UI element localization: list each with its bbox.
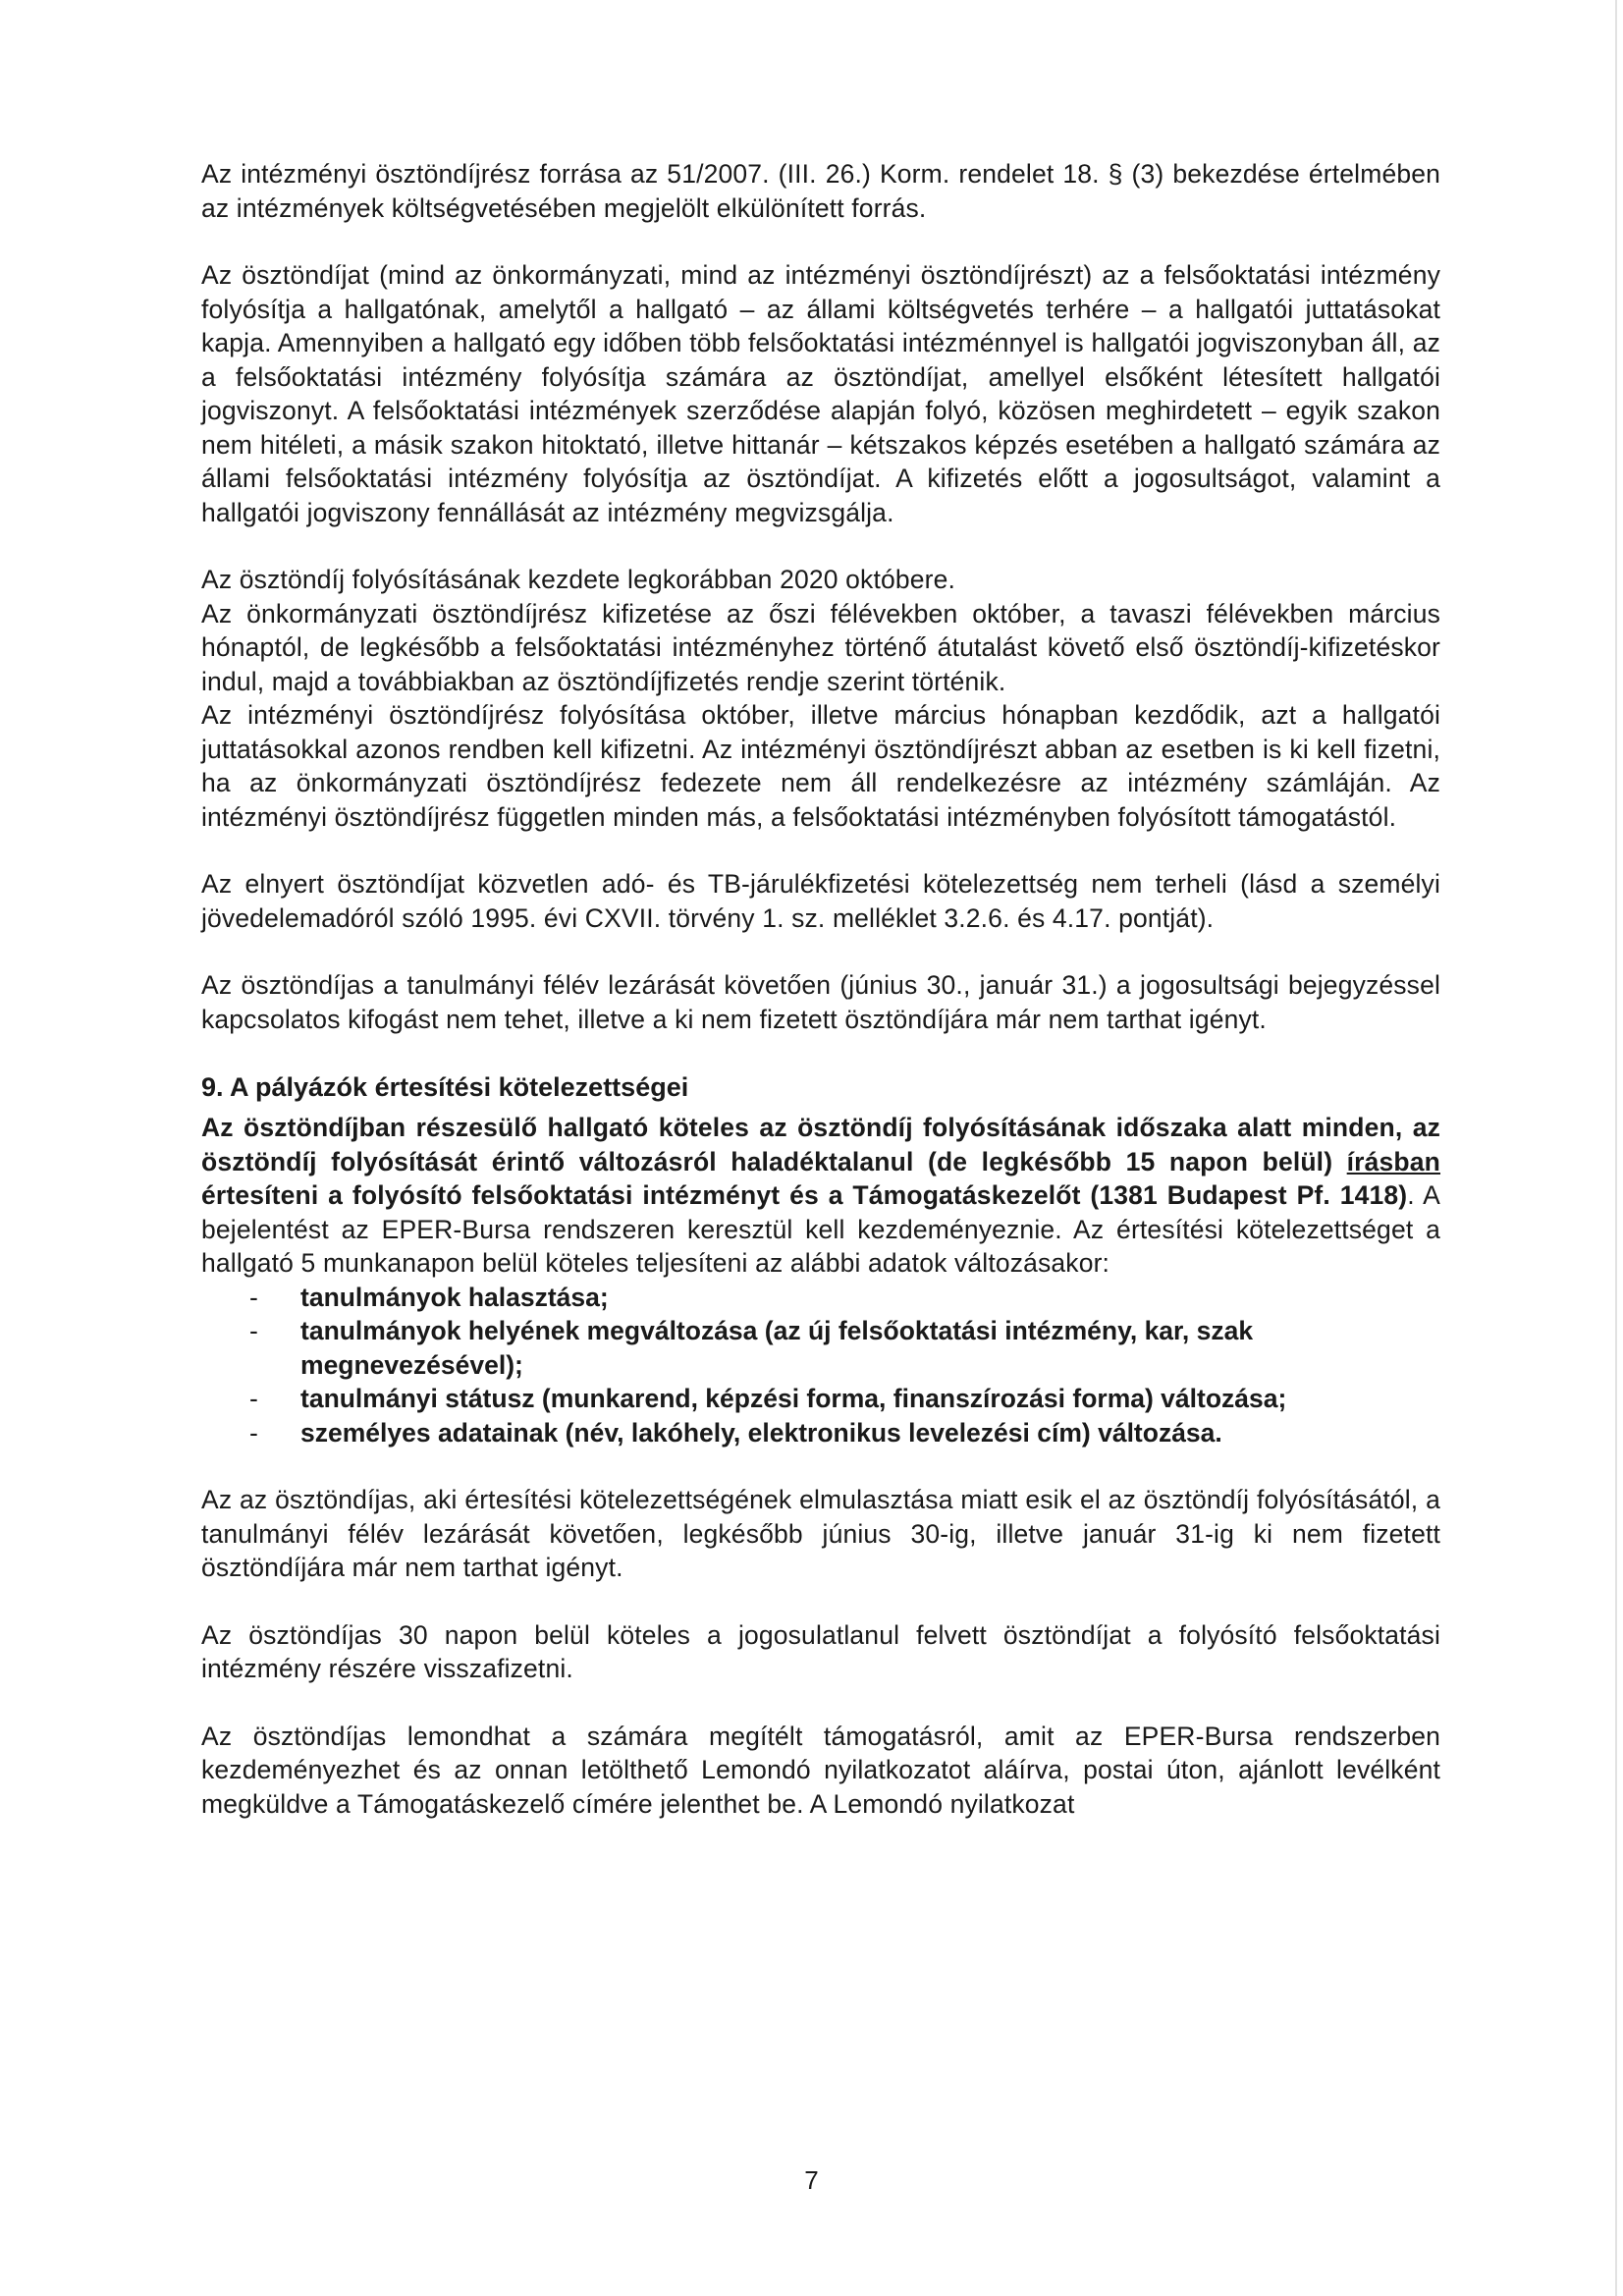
paragraph-objection-deadline: Az ösztöndíjas a tanulmányi félév lezárását követően (június 30., január 31.) a jogosultsági bejegyzéssel kapcsolatos kifogást nem tehet, illetve a ki nem fizetett ösztöndíjára már nem tarthat igényt. [201,970,1440,1034]
list-item [201,1382,1440,1416]
notification-duty-bold-b: értesíteni a folyósító felsőoktatási intézményt és a Támogatáskezelőt (1381 Budapest Pf. 1418) [201,1180,1408,1210]
paragraph-institutional-payment: Az intézményi ösztöndíjrész folyósítása október, illetve március hónapban kezdődik, azt a hallgatói juttatásokkal azonos rendben kell kifizetni. Az intézményi ösztöndíjrészt abban az esetben is ki kell fizetni, ha az önkormányzati ösztöndíjrész fedezete nem áll rendelkezésre az intézmény számláján. Az intézményi ösztöndíjrész független minden más, a felsőoktatási intézményben folyósított támogatástól. [201,700,1440,832]
list-marker: - [249,1384,258,1413]
paragraph-tax-exemption: Az elnyert ösztöndíjat közvetlen adó- és TB-járulékfizetési kötelezettség nem terheli (lásd a személyi jövedelemadóról szóló 1995. évi CXVII. törvény 1. sz. melléklet 3.2.6. és 4.17. pontját). [201,869,1440,933]
paragraph-missed-notification: Az az ösztöndíjas, aki értesítési kötelezettségének elmulasztása miatt esik el az ösztöndíj folyósításától, a tanulmányi félév lezárását követően, legkésőbb június 30-ig, illetve január 31-ig ki nem fizetett ösztöndíjára már nem tarthat igényt. [201,1485,1440,1582]
scan-edge [1615,0,1617,2296]
list-item-text: személyes adatainak (név, lakóhely, elektronikus levelezési cím) változása. [300,1417,1222,1448]
paragraph-municipal-payment: Az önkormányzati ösztöndíjrész kifizetése az őszi félévekben október, a tavaszi félévekben március hónaptól, de legkésőbb a felsőoktatási intézményhez történő átutalást követő első ösztöndíj-kifizetéskor indul, majd a továbbiakban az ösztöndíjfizetés rendje szerint történik. [201,598,1440,696]
notification-duty-tail: . A bejelentést az EPER-Bursa rendszeren keresztül kell kezdeményeznie. Az értesítési kötelezettséget a hallgató 5 munkanapon belül köteles teljesíteni az alábbi adatok változásakor: [201,1180,1441,1278]
notification-duty-underlined: írásban [1346,1146,1440,1176]
list-item-text: tanulmányok helyének megváltozása (az új felsőoktatási intézmény, kar, szak megnevezésével); [300,1316,1254,1380]
list-marker: - [249,1417,258,1448]
document-page [201,157,1440,1821]
paragraph-waiver: Az ösztöndíjas lemondhat a számára megítélt támogatásról, amit az EPER-Bursa rendszerben kezdeményezhet és az onnan letölthető Lemondó nyilatkozatot aláírva, postai úton, ajánlott levélként megküldve a Támogatáskezelő címére jelenthet be. A Lemondó nyilatkozat [201,1721,1440,1819]
page-number: 7 [804,2165,819,2195]
list-marker: - [249,1316,258,1345]
change-list [201,1281,1440,1450]
paragraph-funding-source: Az intézményi ösztöndíjrész forrása az 51/2007. (III. 26.) Korm. rendelet 18. § (3) bekezdése értelmében az intézmények költségvetésében megjelölt elkülönített forrás. [201,159,1440,223]
paragraph-repayment: Az ösztöndíjas 30 napon belül köteles a jogosulatlanul felvett ösztöndíjat a folyósító felsőoktatási intézmény részére visszafizetni. [201,1619,1440,1683]
list-item [201,1314,1440,1382]
notification-duty-bold-a: Az ösztöndíjban részesülő hallgató köteles az ösztöndíj folyósításának időszaka alatt minden, az ösztöndíj folyósítását érintő változásról haladéktalanul (de legkésőbb 15 napon belül) [201,1113,1440,1176]
list-item [201,1281,1440,1315]
list-item-text: tanulmányok halasztása; [300,1282,609,1312]
paragraph-disbursing-institution: Az ösztöndíjat (mind az önkormányzati, mind az intézményi ösztöndíjrészt) az a felsőoktatási intézmény folyósítja a hallgatónak, amelytől a hallgató – az állami költségvetés terhére – a hallgatói juttatásokat kapja. Amennyiben a hallgató egy időben több felsőoktatási intézménnyel is hallgatói jogviszonyban áll, az a felsőoktatási intézmény folyósítja számára az ösztöndíjat, amellyel elsőként létesített hallgatói jogviszonyt. A felsőoktatási intézmények szerződése alapján folyó, közösen meghirdetett – egyik szakon nem hitéleti, a másik szakon hitoktató, illetve hittanár – kétszakos képzés esetében a hallgató számára az állami felsőoktatási intézmény folyósítja az ösztöndíjat. A kifizetés előtt a jogosultságot, valamint a hallgatói jogviszony fennállását az intézmény megvizsgálja. [201,260,1440,527]
list-item-text: tanulmányi státusz (munkarend, képzési forma, finanszírozási forma) változása; [300,1384,1287,1413]
paragraph-start-date: Az ösztöndíj folyósításának kezdete legkorábban 2020 októbere. [201,565,955,594]
section-9-heading: 9. A pályázók értesítési kötelezettségei [201,1072,689,1102]
list-marker: - [249,1282,258,1312]
paragraph-notification-duty [201,1111,1440,1281]
list-item [201,1416,1440,1450]
